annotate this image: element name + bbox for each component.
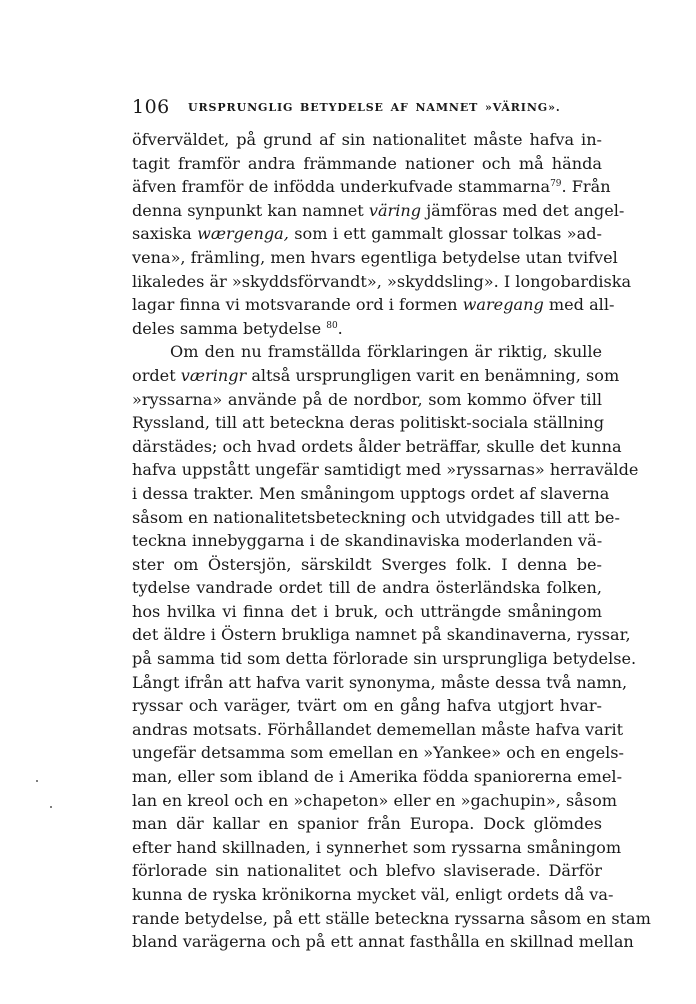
text-line: [132, 859, 602, 883]
line-text: hos hvilka vi finna det i bruk, och utträngde småningom: [132, 601, 602, 621]
line-text: i dessa trakter. Men småningom upptogs ordet af slaverna: [132, 483, 610, 503]
line-text: andras motsats. Förhållandet dememellan måste hafva varit: [132, 719, 624, 739]
text-line: [132, 718, 624, 742]
text-line: [132, 930, 634, 954]
line-text: äfven framför de infödda underkufvade stammarna: [132, 177, 551, 197]
line-text: jämföras med det angel-: [421, 200, 625, 220]
line-text: bland varägerna och på ett annat fasthålla en skillnad mellan: [132, 932, 634, 952]
text-line: [132, 199, 625, 223]
text-line: [132, 836, 622, 860]
line-text: därstädes; och hvad ordets ålder beträffar, skulle det kunna: [132, 436, 622, 456]
text-line: [132, 293, 615, 317]
text-line: [132, 741, 624, 765]
text-line: [132, 765, 623, 789]
page-number: 106: [132, 96, 170, 118]
italic-term: waregang: [462, 295, 544, 315]
text-line: [132, 506, 620, 530]
text-line: [132, 175, 611, 199]
line-text: öfverväldet, på grund af sin nationalitet måste hafva in-: [132, 130, 602, 149]
text-line: [132, 883, 614, 907]
page-header: [132, 96, 602, 118]
line-text: man där kallar en spanior från Europa. Dock glömdes: [132, 814, 602, 834]
print-speck: [50, 806, 52, 808]
line-text: denna synpunkt kan namnet: [132, 200, 369, 220]
text-line: [132, 435, 622, 459]
line-text: lagar finna vi motsvarande ord i formen: [132, 295, 463, 315]
body-text: [132, 128, 651, 954]
text-line: [132, 222, 602, 246]
text-line: [132, 458, 639, 482]
line-text: kunna de ryska krönikorna mycket väl, enligt ordets då va-: [132, 885, 614, 904]
line-text: teckna innebyggarna i de skandinaviska moderlanden vä-: [132, 531, 603, 551]
text-line: [132, 529, 602, 553]
running-title: URSPRUNGLIG BETYDELSE AF NAMNET »VÄRING».: [188, 101, 561, 114]
line-text: det äldre i Östern brukliga namnet på skandinaverna, ryssar,: [132, 625, 631, 645]
line-text: .: [337, 318, 343, 338]
line-text: såsom en nationalitetsbeteckning och utvidgades till att be-: [132, 507, 620, 527]
line-text: tagit framför andra främmande nationer och må hända: [132, 153, 602, 173]
line-text: Långt ifrån att hafva varit synonyma, måste dessa två namn,: [132, 672, 628, 692]
text-line: [132, 270, 632, 294]
text-line: [132, 246, 618, 270]
line-text: Ryssland, till att beteckna deras politiskt-sociala ställning: [132, 413, 605, 433]
italic-term: wærgenga,: [197, 224, 289, 244]
line-text: . Från: [561, 177, 611, 197]
italic-term: væringr: [180, 365, 247, 385]
text-line: [132, 671, 628, 695]
line-text: hafva uppstått ungefär samtidigt med »ryssarnas» herravälde: [132, 460, 639, 480]
text-line: [132, 907, 651, 931]
line-text: ster om Östersjön, särskildt Sverges folk. I denna be-: [132, 554, 602, 574]
text-line: [132, 600, 602, 624]
text-line: [132, 152, 602, 176]
text-line: [132, 388, 602, 412]
text-line: [132, 553, 602, 577]
line-text: vena», främling, men hvars egentliga betydelse utan tvifvel: [132, 247, 618, 267]
line-text: deles samma betydelse: [132, 318, 327, 338]
line-text: ungefär detsamma som emellan en »Yankee» och en engels-: [132, 743, 624, 763]
line-text: efter hand skillnaden, i synnerhet som ryssarna småningom: [132, 837, 622, 857]
text-line: [132, 482, 610, 506]
line-text: förlorade sin nationalitet och blefvo slaviserade. Därför: [132, 861, 602, 881]
footnote-ref: 79: [550, 179, 562, 190]
line-text: ryssar och varäger, tvärt om en gång hafva utgjort hvar-: [132, 696, 602, 716]
line-text: rande betydelse, på ett ställe beteckna ryssarna såsom en stam: [132, 908, 651, 928]
line-text: som i ett gammalt glossar tolkas »ad-: [288, 224, 602, 244]
text-line: [132, 576, 602, 600]
line-text: lan en kreol och en »chapeton» eller en »gachupin», såsom: [132, 790, 618, 810]
line-text: ordet: [132, 365, 181, 385]
line-text: med all-: [543, 295, 615, 315]
text-line: [132, 789, 618, 813]
text-line: [132, 317, 602, 341]
line-text: »ryssarna» använde på de nordbor, som kommo öfver till: [132, 389, 602, 409]
text-line: [132, 812, 602, 836]
line-text: man, eller som ibland de i Amerika födda spaniorerna emel-: [132, 767, 623, 787]
text-line: [132, 364, 620, 388]
text-line: [132, 411, 605, 435]
line-text: saxiska: [132, 224, 198, 244]
text-line: [132, 340, 602, 364]
text-line: [132, 128, 602, 152]
text-line: [132, 623, 631, 647]
text-line: [132, 694, 602, 718]
footnote-ref: 80: [326, 320, 338, 331]
line-text: Om den nu framställda förklaringen är riktig, skulle: [170, 342, 602, 362]
text-line: [132, 647, 637, 671]
italic-term: väring: [368, 200, 422, 220]
line-text: altså ursprungligen varit en benämning, som: [246, 365, 620, 385]
line-text: likaledes är »skyddsförvandt», »skyddsling». I longobardiska: [132, 271, 632, 291]
line-text: på samma tid som detta förlorade sin ursprungliga betydelse.: [132, 649, 637, 669]
print-speck: [36, 780, 38, 782]
line-text: tydelse vandrade ordet till de andra österländska folken,: [132, 578, 602, 598]
